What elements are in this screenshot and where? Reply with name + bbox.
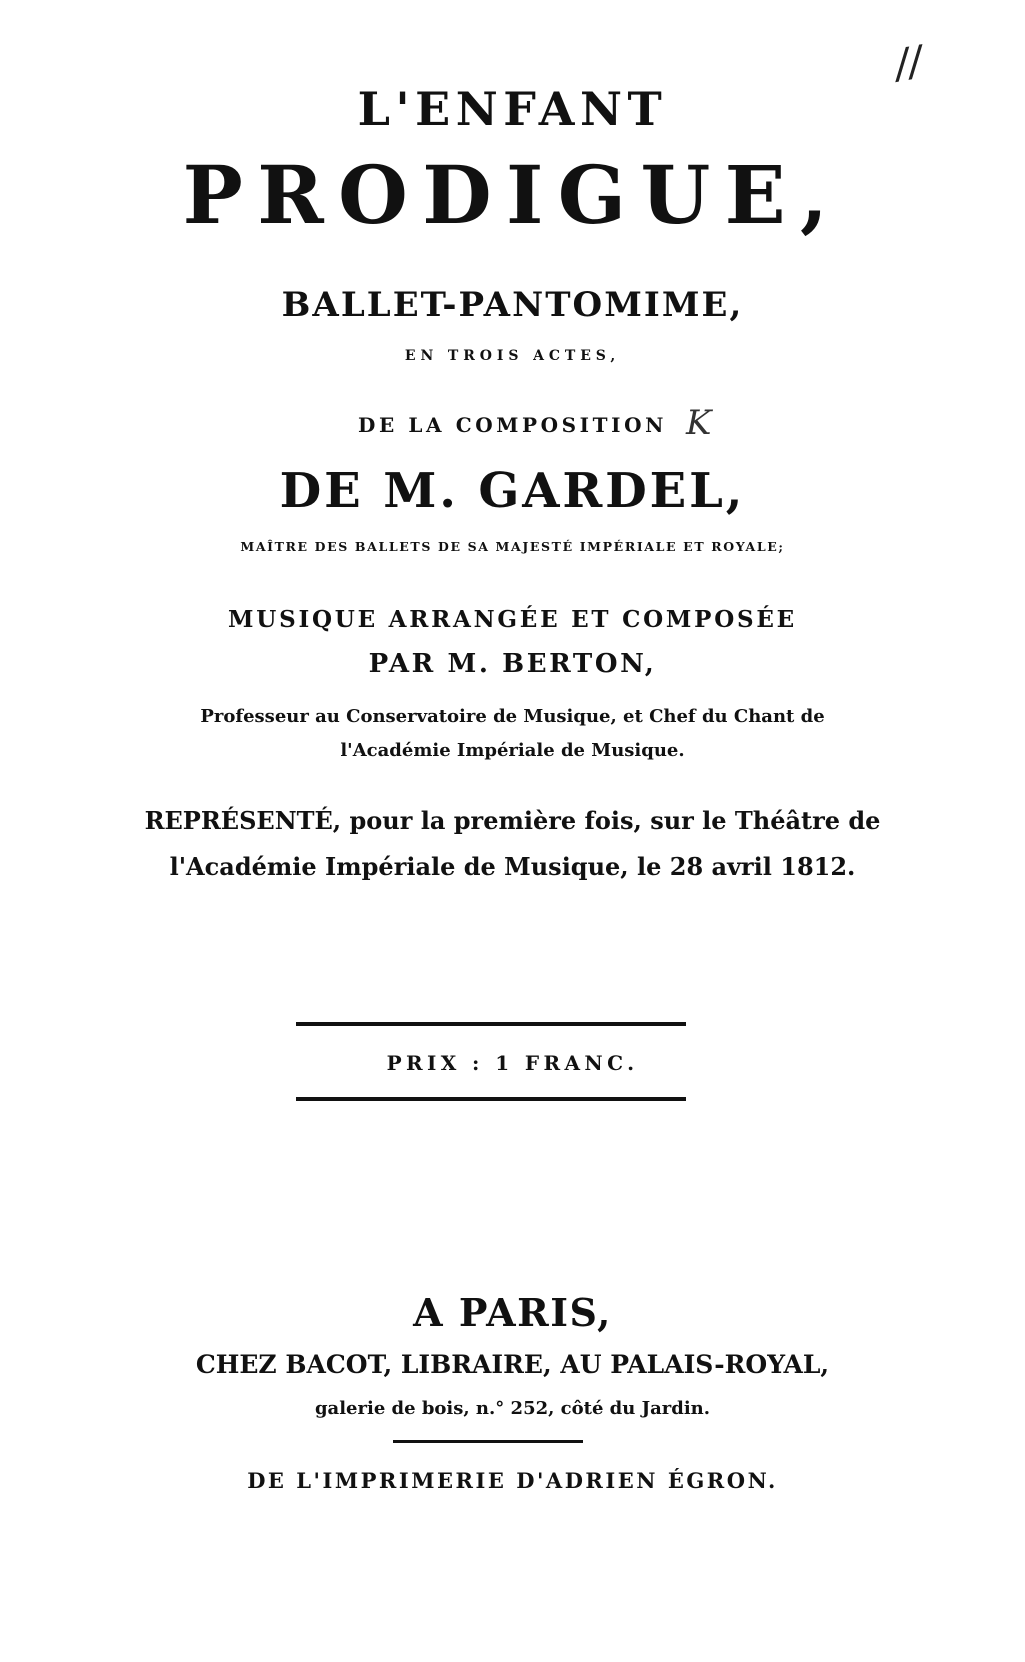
music-line-2: PAR M. BERTON, <box>368 649 657 679</box>
author: DE M. GARDEL, <box>279 463 746 519</box>
acts: EN TROIS ACTES, <box>404 348 621 364</box>
performance-line-2: l'Académie Impériale de Musique, le 28 avril 1812. <box>169 852 856 881</box>
printer: DE L'IMPRIMERIE D'ADRIEN ÉGRON. <box>247 1468 778 1493</box>
handwritten-mark: K <box>686 403 712 443</box>
music-line-1: MUSIQUE ARRANGÉE ET COMPOSÉE <box>228 606 797 633</box>
city: A PARIS, <box>413 1290 612 1335</box>
performance-line-1: REPRÉSENTÉ, pour la première fois, sur le Théâtre de <box>144 806 881 835</box>
author-title: MAÎTRE DES BALLETS DE SA MAJESTÉ IMPÉRIALE ET ROYALE; <box>240 539 785 554</box>
composition-line: DE LA COMPOSITION <box>358 413 667 437</box>
title-line-1: L'ENFANT <box>357 82 668 136</box>
title-line-2: PRODIGUE, <box>182 148 843 242</box>
publisher-address: galerie de bois, n.° 252, côté du Jardin. <box>314 1398 711 1419</box>
composer-title-line-1: Professeur au Conservatoire de Musique, et Chef du Chant de <box>200 706 825 727</box>
price: PRIX : 1 FRANC. <box>386 1051 639 1075</box>
price-top-rule <box>296 1022 686 1026</box>
printer-rule <box>393 1440 583 1443</box>
genre: BALLET-PANTOMIME, <box>281 285 744 325</box>
margin-mark: // <box>891 38 926 88</box>
composer-title-line-2: l'Académie Impériale de Musique. <box>340 740 685 761</box>
price-bottom-rule <box>296 1097 686 1101</box>
publisher: CHEZ BACOT, LIBRAIRE, AU PALAIS-ROYAL, <box>195 1350 830 1379</box>
